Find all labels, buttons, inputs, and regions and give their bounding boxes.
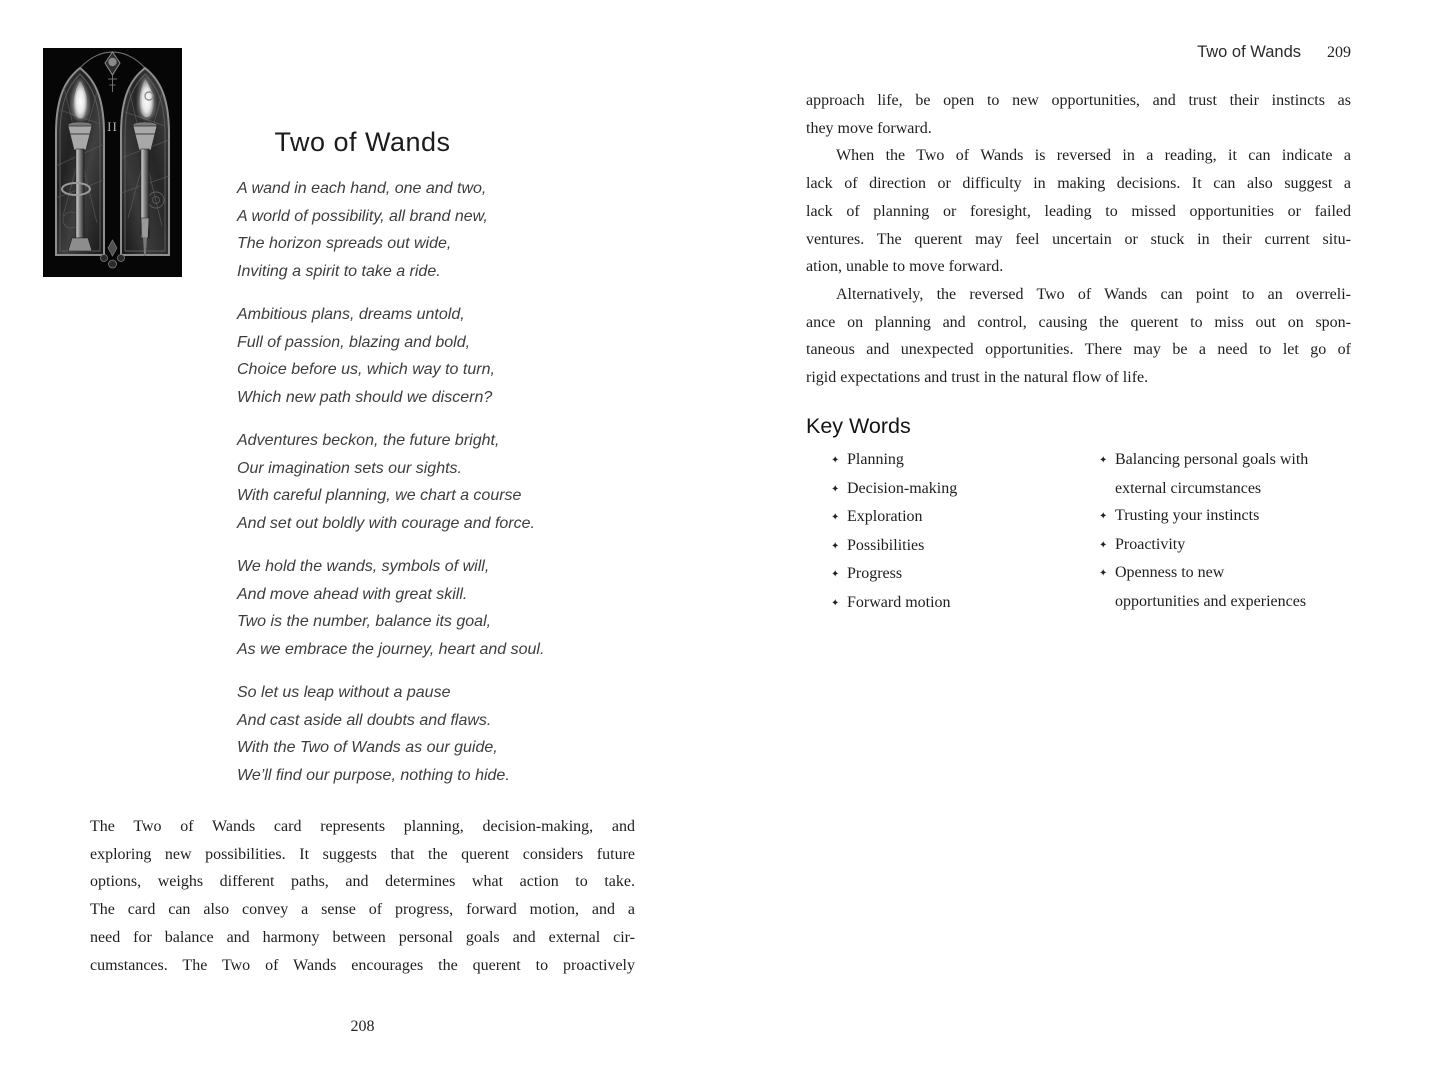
keyword-line bbox=[1099, 531, 1359, 560]
diamond-bullet-icon: ✦ bbox=[831, 455, 840, 466]
text-line: Alternatively, the reversed Two of Wands can point to an overreli- bbox=[836, 285, 1351, 303]
keyword-label: Balancing personal goals with bbox=[1115, 451, 1309, 468]
diamond-bullet-icon: ✦ bbox=[831, 512, 840, 524]
keyword-label: Trusting your instincts bbox=[1115, 507, 1260, 525]
text-line: lack of direction or difficulty in making decisions. It can also suggest a bbox=[806, 175, 1351, 193]
poem-line: Our imagination sets our sights. bbox=[237, 459, 462, 477]
diamond-bullet-icon: ✦ bbox=[831, 540, 840, 552]
running-header-title: Two of Wands bbox=[1197, 43, 1301, 61]
body-paragraphs-right bbox=[806, 87, 1351, 392]
keyword-item bbox=[831, 532, 1086, 561]
keyword-line bbox=[831, 446, 1086, 475]
poem-line: We’ll find our purpose, nothing to hide. bbox=[237, 766, 510, 784]
keywords-heading: Key Words bbox=[806, 414, 911, 438]
diamond-bullet-icon: ✦ bbox=[831, 597, 840, 609]
text-line: The card can also convey a sense of progress, forward motion, and a bbox=[90, 901, 635, 919]
keyword-label: Progress bbox=[847, 565, 903, 583]
text-line: exploring new possibilities. It suggests that the querent considers future bbox=[90, 845, 635, 863]
text-line: ance on planning and control, causing the querent to miss out on spon- bbox=[806, 313, 1351, 331]
poem-line: A wand in each hand, one and two, bbox=[237, 180, 487, 197]
diamond-bullet-icon: ✦ bbox=[831, 569, 840, 581]
keyword-line bbox=[831, 503, 1086, 532]
poem-stanza bbox=[237, 679, 657, 789]
keyword-item bbox=[1099, 559, 1359, 615]
running-header bbox=[806, 43, 1351, 62]
text-line: they move forward. bbox=[806, 119, 932, 137]
page-title: Two of Wands bbox=[274, 127, 451, 157]
keyword-continuation-line bbox=[1099, 475, 1359, 503]
keyword-label: Openness to new bbox=[1115, 564, 1225, 582]
keyword-continuation-line bbox=[1099, 588, 1359, 616]
poem-line: And move ahead with great skill. bbox=[237, 585, 468, 603]
keyword-item bbox=[831, 503, 1086, 532]
text-line: When the Two of Wands is reversed in a reading, it can indicate a bbox=[836, 147, 1351, 165]
keyword-label: Exploration bbox=[847, 508, 923, 526]
keywords-column-1 bbox=[831, 446, 1086, 618]
diamond-bullet-icon: ✦ bbox=[1099, 568, 1108, 580]
keyword-line bbox=[831, 475, 1086, 504]
keyword-line bbox=[1099, 502, 1359, 531]
keyword-line bbox=[831, 560, 1086, 589]
page-number-right: 209 bbox=[1327, 44, 1351, 61]
page-number-left: 208 bbox=[350, 1018, 375, 1035]
text-line: ventures. The querent may feel uncertain or stuck in their current situ- bbox=[806, 230, 1351, 248]
poem-stanza bbox=[237, 175, 657, 285]
poem-line: And cast aside all doubts and flaws. bbox=[237, 711, 492, 729]
keyword-line bbox=[1099, 559, 1359, 588]
poem-line: So let us leap without a pause bbox=[237, 684, 451, 701]
poem-line: Choice before us, which way to turn, bbox=[237, 361, 495, 378]
diamond-bullet-icon: ✦ bbox=[831, 483, 840, 495]
roman-numeral-ii: II bbox=[107, 119, 118, 134]
keyword-line bbox=[1099, 446, 1359, 475]
poem-line: Which new path should we discern? bbox=[237, 388, 493, 406]
poem-line: And set out boldly with courage and force. bbox=[237, 514, 535, 532]
poem-line: With the Two of Wands as our guide, bbox=[237, 739, 498, 756]
keyword-label: opportunities and experiences bbox=[1115, 592, 1307, 610]
poem-line: As we embrace the journey, heart and soul. bbox=[237, 640, 545, 658]
keyword-label: Proactivity bbox=[1115, 535, 1186, 553]
poem bbox=[237, 175, 657, 805]
keyword-label: Forward motion bbox=[847, 593, 951, 611]
two-of-wands-card-illustration bbox=[43, 48, 182, 277]
keyword-line bbox=[831, 589, 1086, 618]
diamond-bullet-icon: ✦ bbox=[1099, 539, 1108, 551]
keyword-item bbox=[831, 560, 1086, 589]
keyword-item bbox=[1099, 502, 1359, 531]
text-line: lack of planning or foresight, leading to missed opportunities or failed bbox=[806, 202, 1351, 220]
text-line: rigid expectations and trust in the natural flow of life. bbox=[806, 369, 1149, 387]
diamond-bullet-icon: ✦ bbox=[1099, 455, 1108, 466]
keyword-item bbox=[831, 475, 1086, 504]
poem-line: Two is the number, balance its goal, bbox=[237, 613, 492, 630]
text-line: cumstances. The Two of Wands encourages the querent to proactively bbox=[90, 956, 635, 974]
keyword-item bbox=[831, 589, 1086, 618]
poem-line: A world of possibility, all brand new, bbox=[237, 207, 488, 225]
keyword-item bbox=[1099, 531, 1359, 560]
keyword-line bbox=[831, 532, 1086, 561]
keywords-column-2 bbox=[1099, 446, 1359, 616]
poem-line: Ambitious plans, dreams untold, bbox=[237, 306, 465, 323]
text-line: need for balance and harmony between personal goals and external cir- bbox=[90, 928, 635, 946]
poem-line: Adventures beckon, the future bright, bbox=[237, 432, 500, 449]
keyword-item bbox=[1099, 446, 1359, 502]
keyword-item bbox=[831, 446, 1086, 475]
text-line: approach life, be open to new opportunities, and trust their instincts as bbox=[806, 92, 1351, 109]
poem-stanza bbox=[237, 301, 657, 411]
poem-line: With careful planning, we chart a course bbox=[237, 487, 522, 504]
keyword-label: external circumstances bbox=[1115, 479, 1262, 497]
poem-line: Inviting a spirit to take a ride. bbox=[237, 262, 441, 280]
text-line: options, weighs different paths, and determines what action to take. bbox=[90, 873, 635, 891]
poem-line: The horizon spreads out wide, bbox=[237, 235, 452, 252]
body-paragraph-left bbox=[90, 813, 635, 979]
poem-stanza bbox=[237, 553, 657, 663]
poem-line: Full of passion, blazing and bold, bbox=[237, 333, 471, 351]
poem-line: We hold the wands, symbols of will, bbox=[237, 558, 490, 575]
text-line: The Two of Wands card represents planning, decision-making, and bbox=[90, 818, 635, 835]
keyword-label: Possibilities bbox=[847, 536, 925, 554]
diamond-bullet-icon: ✦ bbox=[1099, 511, 1108, 523]
text-line: ation, unable to move forward. bbox=[806, 258, 1004, 276]
keyword-label: Planning bbox=[847, 451, 904, 468]
keyword-label: Decision-making bbox=[847, 479, 958, 497]
text-line: taneous and unexpected opportunities. There may be a need to let go of bbox=[806, 341, 1351, 359]
poem-stanza bbox=[237, 427, 657, 537]
